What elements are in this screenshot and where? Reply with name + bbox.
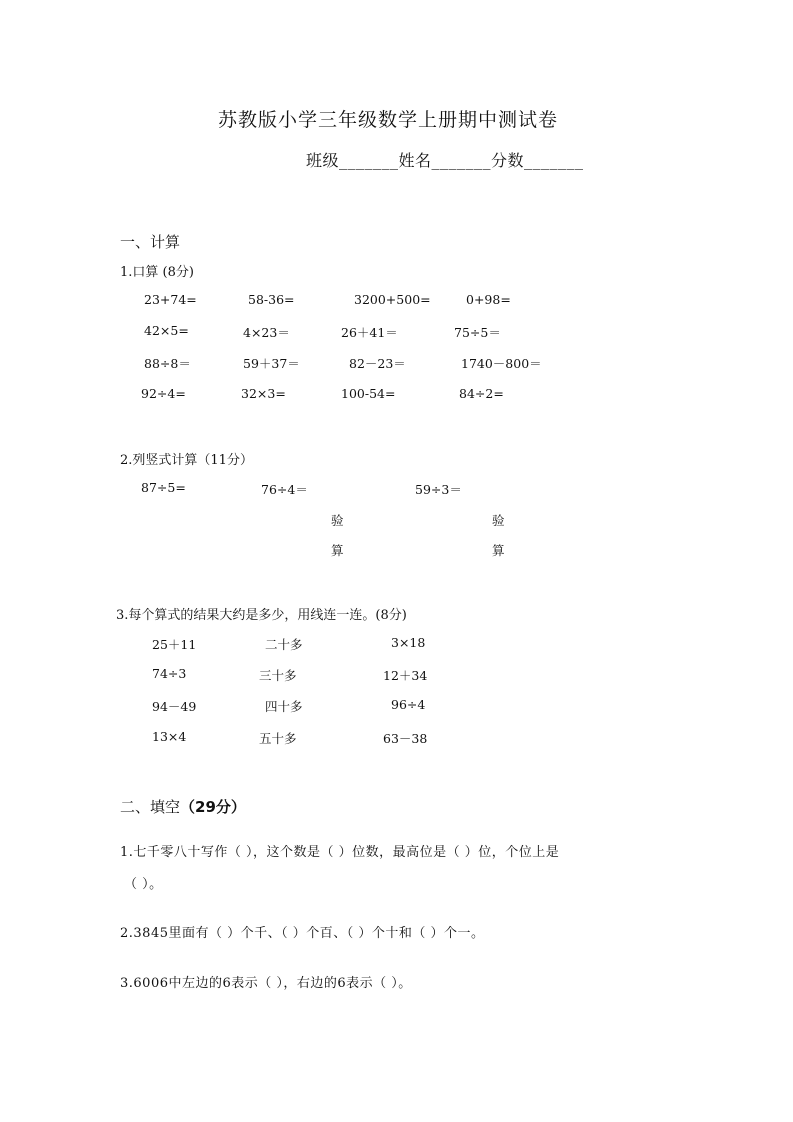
fill-question-3: 3.6006中左边的6表示（ ），右边的6表示（ ）。 bbox=[120, 976, 412, 991]
matching-left-item: 25＋11 bbox=[152, 637, 197, 652]
mental-math-item: 92÷4= bbox=[141, 386, 186, 401]
vertical-calc-item: 76÷4＝ bbox=[261, 482, 308, 497]
matching-right-item: 63－38 bbox=[383, 731, 428, 746]
fill-question-1-line-2: （ ）。 bbox=[124, 877, 163, 892]
fill-question-2: 2.3845里面有（ ）个千、（ ）个百、（ ）个十和（ ）个一。 bbox=[120, 926, 485, 941]
matching-middle-item: 三十多 bbox=[259, 668, 297, 683]
mental-math-item: 75÷5＝ bbox=[454, 325, 501, 340]
question-1-1-title: 1.口算 (8分) bbox=[120, 265, 194, 280]
page-title: 苏教版小学三年级数学上册期中测试卷 bbox=[218, 109, 559, 131]
mental-math-item: 32×3= bbox=[241, 386, 286, 401]
student-info-line: 班级_______姓名_______分数_______ bbox=[306, 151, 584, 170]
section-2-heading-text: 二、填空 bbox=[120, 798, 181, 816]
check-label-yan: 验 bbox=[492, 513, 505, 528]
mental-math-item: 82－23＝ bbox=[349, 356, 406, 371]
mental-math-item: 58-36= bbox=[248, 292, 295, 307]
mental-math-item: 0+98= bbox=[466, 292, 511, 307]
mental-math-item: 59＋37＝ bbox=[243, 356, 300, 371]
mental-math-item: 3200+500= bbox=[354, 292, 431, 307]
mental-math-item: 26＋41＝ bbox=[341, 325, 398, 340]
matching-right-item: 3×18 bbox=[391, 635, 426, 650]
question-1-2-title: 2.列竖式计算（11分） bbox=[120, 453, 253, 468]
matching-left-item: 13×4 bbox=[152, 729, 187, 744]
vertical-calc-item: 87÷5= bbox=[141, 480, 186, 495]
matching-right-item: 96÷4 bbox=[391, 697, 426, 712]
mental-math-item: 84÷2= bbox=[459, 386, 504, 401]
vertical-calc-item: 59÷3＝ bbox=[415, 482, 462, 497]
matching-middle-item: 五十多 bbox=[259, 731, 297, 746]
question-1-3-title: 3.每个算式的结果大约是多少，用线连一连。(8分) bbox=[116, 608, 407, 623]
mental-math-item: 23+74= bbox=[144, 292, 197, 307]
check-label-suan: 算 bbox=[331, 543, 344, 558]
matching-middle-item: 二十多 bbox=[265, 637, 303, 652]
matching-right-item: 12＋34 bbox=[383, 668, 428, 683]
matching-middle-item: 四十多 bbox=[265, 699, 303, 714]
section-2-score: （29分） bbox=[180, 798, 246, 816]
fill-question-1-line-1: 1.七千零八十写作（ ），这个数是（ ）位数，最高位是（ ）位，个位上是 bbox=[120, 845, 560, 860]
check-label-yan: 验 bbox=[331, 513, 344, 528]
mental-math-item: 88÷8＝ bbox=[144, 356, 191, 371]
section-2-heading bbox=[120, 796, 246, 817]
matching-left-item: 74÷3 bbox=[152, 666, 187, 681]
check-label-suan: 算 bbox=[492, 543, 505, 558]
mental-math-item: 100-54= bbox=[341, 386, 396, 401]
matching-left-item: 94－49 bbox=[152, 699, 197, 714]
mental-math-item: 1740－800＝ bbox=[461, 356, 542, 371]
mental-math-item: 42×5= bbox=[144, 323, 189, 338]
mental-math-item: 4×23＝ bbox=[243, 325, 290, 340]
section-1-heading: 一、计算 bbox=[120, 233, 181, 251]
